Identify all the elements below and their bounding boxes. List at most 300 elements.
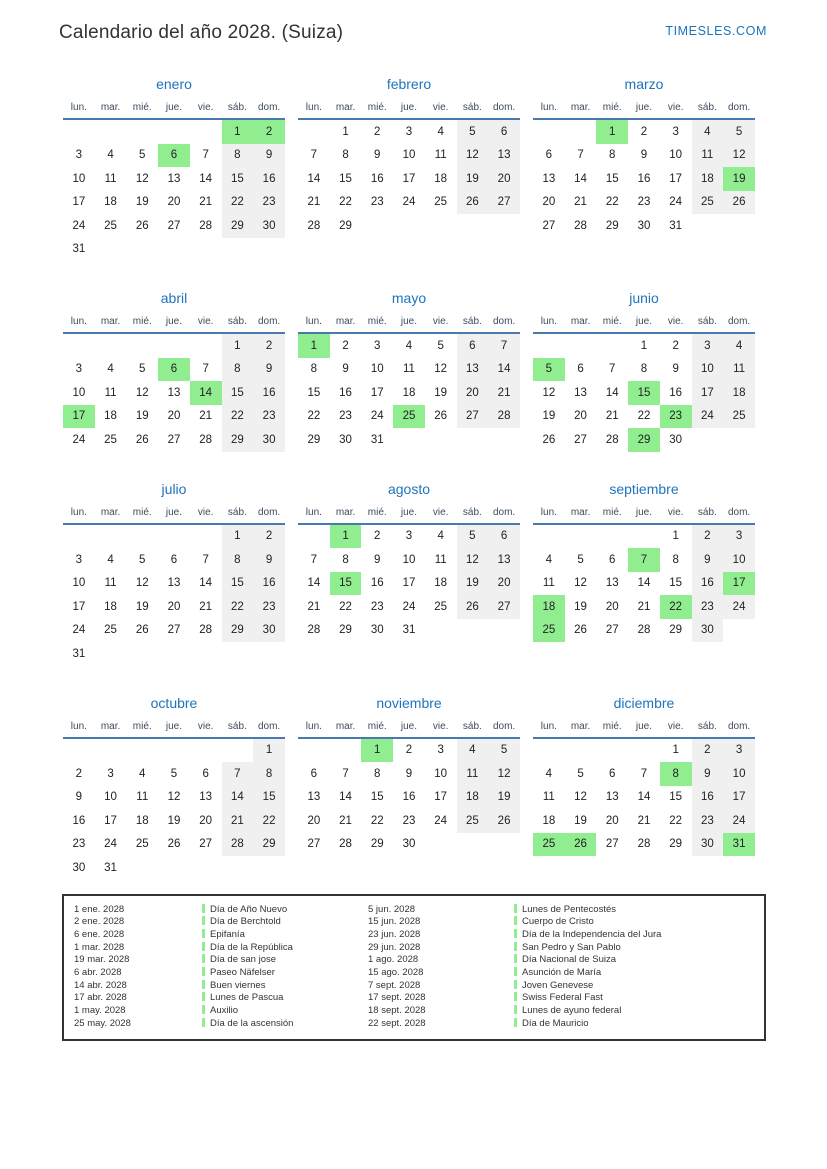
weekday-header: mié. [126,719,158,739]
month-title: febrero [386,76,432,92]
weekday-header: jue. [628,314,660,334]
day-cell: 30 [402,838,416,851]
day-cell: 10 [104,791,117,804]
weekday-header: mié. [596,505,628,525]
day-cell: 12 [542,386,556,399]
day-cell: 12 [135,172,149,185]
day-cell: 11 [104,577,117,590]
day-cell: 22 [339,600,352,613]
day-cell: 15 [605,172,619,185]
month-block-junio [533,290,755,452]
day-cell: 20 [307,814,321,827]
day-cell: 17 [723,786,755,810]
weekday-header: dom. [723,100,755,120]
day-cell: 13 [542,172,556,185]
day-cell: 16 [692,572,724,596]
weekday-header: mar. [330,100,362,120]
month-title: julio [161,480,187,497]
weekday-header: dom. [253,100,285,120]
weekday-header: mié. [361,100,393,120]
day-cell: 28 [307,219,321,232]
weekday-header: mié. [126,505,158,525]
weekday-header: sáb. [692,100,724,120]
legend-holiday-name: Lunes de Pentecostés [514,904,756,917]
day-cell: 7 [202,363,209,376]
holiday-day-cell: 15 [628,381,660,405]
month-block-marzo [533,76,755,238]
day-cell: 27 [488,595,520,619]
empty-day-cell [222,739,254,763]
day-cell: 22 [222,191,254,215]
weekday-header: sáb. [692,314,724,334]
day-cell: 14 [222,786,254,810]
empty-day-cell [628,739,660,763]
day-cell: 21 [637,600,651,613]
day-cell: 29 [370,838,384,851]
day-cell: 7 [310,553,318,566]
day-cell: 4 [405,339,413,352]
day-cell: 18 [692,167,724,191]
day-cell: 20 [167,196,181,209]
day-cell: 28 [307,624,321,637]
empty-day-cell [126,334,158,358]
day-cell: 29 [605,219,619,232]
holiday-legend-box [62,894,766,1041]
day-cell: 3 [672,125,679,138]
day-cell: 17 [402,577,416,590]
holiday-day-cell: 22 [660,595,692,619]
day-cell: 8 [640,363,648,376]
day-cell: 24 [72,624,86,637]
day-cell: 3 [75,149,83,162]
month-calendar [298,314,520,452]
day-cell: 3 [107,767,114,780]
weekday-header: jue. [158,719,190,739]
legend-holiday-name: Epifanía [202,929,368,942]
day-cell: 1 [222,525,254,549]
month-calendar [63,100,285,261]
weekday-header: lun. [533,719,565,739]
day-cell: 1 [640,339,648,352]
weekday-header: jue. [628,505,660,525]
day-cell: 3 [437,744,444,757]
day-cell: 2 [640,125,648,138]
holiday-day-cell: 14 [190,381,222,405]
holiday-marker-icon [514,1018,517,1027]
empty-day-cell [190,525,222,549]
day-cell: 15 [222,167,254,191]
day-cell: 21 [199,600,213,613]
weekday-header: mié. [126,100,158,120]
day-cell: 11 [104,172,117,185]
weekday-header: vie. [425,505,457,525]
day-cell: 17 [669,172,683,185]
day-cell: 5 [139,553,146,566]
day-cell: 1 [342,125,349,138]
day-cell: 18 [104,410,117,423]
day-cell: 1 [672,530,679,543]
weekday-header: vie. [425,719,457,739]
weekday-header: mar. [330,314,362,334]
day-cell: 9 [374,553,381,566]
weekday-header: lun. [298,505,330,525]
day-cell: 11 [723,358,755,382]
day-cell: 28 [339,838,352,851]
day-cell: 24 [723,595,755,619]
day-cell: 17 [72,600,86,613]
day-cell: 13 [605,577,619,590]
day-cell: 27 [199,838,213,851]
day-cell: 4 [723,334,755,358]
holiday-day-cell: 8 [660,762,692,786]
month-title: enero [156,76,192,92]
holiday-day-cell: 25 [533,833,565,857]
day-cell: 18 [135,814,149,827]
day-cell: 3 [75,363,83,376]
day-cell: 18 [457,786,489,810]
month-calendar [298,505,520,643]
legend-holiday-name: Paseo Näfelser [202,967,368,980]
page-title: Calendario del año 2028. (Suiza) [59,22,344,43]
day-cell: 31 [669,219,683,232]
day-cell: 19 [167,814,181,827]
day-cell: 4 [545,553,553,566]
month-block-abril [63,290,285,452]
empty-day-cell [95,739,127,763]
holiday-day-cell: 5 [533,358,565,382]
empty-day-cell [158,334,190,358]
month-calendar [298,100,520,238]
day-cell: 28 [488,405,520,429]
day-cell: 4 [692,120,724,144]
day-cell: 28 [199,433,213,446]
day-cell: 29 [669,624,683,637]
day-cell: 12 [457,144,489,168]
day-cell: 29 [339,219,352,232]
day-cell: 1 [222,334,254,358]
day-cell: 8 [672,553,679,566]
day-cell: 26 [135,433,149,446]
day-cell: 6 [202,767,209,780]
month-block-septiembre [533,481,755,643]
day-cell: 21 [199,410,213,423]
legend-holiday-name: Auxilio [202,1005,368,1018]
day-cell: 17 [72,196,86,209]
day-cell: 11 [692,144,724,168]
weekday-header: sáb. [457,314,489,334]
day-cell: 8 [609,149,616,162]
empty-day-cell [298,739,330,763]
day-cell: 17 [370,386,384,399]
day-cell: 15 [669,577,683,590]
day-cell: 8 [222,144,254,168]
day-cell: 24 [72,219,86,232]
day-cell: 29 [222,619,254,643]
day-cell: 7 [488,334,520,358]
legend-holiday-date: 19 mar. 2028 [74,954,130,966]
day-cell: 4 [107,149,114,162]
empty-day-cell [298,525,330,549]
legend-holiday-name: Día Nacional de Suiza [514,954,756,967]
day-cell: 12 [135,386,149,399]
day-cell: 2 [672,339,679,352]
day-cell: 31 [72,243,86,256]
day-cell: 16 [370,172,384,185]
day-cell: 9 [640,149,648,162]
day-cell: 22 [339,196,352,209]
day-cell: 30 [253,619,285,643]
legend-holiday-name: Buen viernes [202,980,368,993]
day-cell: 6 [545,149,553,162]
day-cell: 27 [457,405,489,429]
weekday-header: jue. [628,719,660,739]
day-cell: 22 [222,405,254,429]
day-cell: 13 [167,577,181,590]
legend-holiday-date: 1 mar. 2028 [74,941,125,953]
day-cell: 10 [434,767,448,780]
day-cell: 27 [167,433,181,446]
day-cell: 26 [723,191,755,215]
empty-day-cell [126,120,158,144]
legend-holiday-date: 18 sept. 2028 [368,1005,426,1017]
day-cell: 21 [339,814,352,827]
empty-day-cell [596,739,628,763]
month-calendar [63,314,285,452]
day-cell: 9 [253,358,285,382]
day-cell: 20 [605,814,619,827]
day-cell: 16 [370,577,384,590]
day-cell: 22 [669,814,683,827]
day-cell: 25 [104,433,117,446]
legend-holiday-name: Día de la República [202,942,368,955]
day-cell: 8 [342,149,349,162]
holiday-day-cell: 25 [533,619,565,643]
weekday-header: vie. [660,505,692,525]
weekday-header: sáb. [457,100,489,120]
weekday-header: vie. [660,314,692,334]
holiday-marker-icon [514,904,517,913]
day-cell: 22 [370,814,384,827]
empty-day-cell [565,120,597,144]
empty-day-cell [158,525,190,549]
empty-day-cell [190,334,222,358]
holiday-marker-icon [514,992,517,1001]
day-cell: 5 [488,739,520,763]
holiday-day-cell: 23 [660,405,692,429]
weekday-header: mar. [330,505,362,525]
weekday-header: jue. [158,100,190,120]
weekday-header: vie. [660,100,692,120]
day-cell: 9 [692,762,724,786]
day-cell: 16 [339,386,352,399]
site-link[interactable]: TIMESLES.COM [665,24,767,38]
weekday-header: vie. [190,505,222,525]
holiday-day-cell: 31 [723,833,755,857]
legend-holiday-date: 1 ago. 2028 [368,954,419,966]
day-cell: 29 [253,833,285,857]
day-cell: 20 [488,167,520,191]
empty-day-cell [190,120,222,144]
holiday-marker-icon [514,954,517,963]
day-cell: 23 [339,410,352,423]
day-cell: 11 [434,553,447,566]
day-cell: 15 [370,791,384,804]
day-cell: 25 [457,809,489,833]
weekday-header: dom. [723,314,755,334]
month-title: abril [160,290,188,306]
day-cell: 13 [457,358,489,382]
empty-day-cell [63,334,95,358]
weekday-header: mié. [126,314,158,334]
day-cell: 24 [402,600,416,613]
day-cell: 23 [370,600,384,613]
weekday-header: sáb. [222,100,254,120]
day-cell: 14 [307,577,321,590]
holiday-day-cell: 1 [361,739,393,763]
weekday-header: vie. [425,314,457,334]
day-cell: 8 [374,767,381,780]
day-cell: 17 [692,381,724,405]
day-cell: 27 [605,838,619,851]
day-cell: 29 [222,214,254,238]
empty-day-cell [533,525,565,549]
legend-holiday-date: 5 jun. 2028 [368,903,416,915]
weekday-header: jue. [393,505,425,525]
day-cell: 21 [605,410,619,423]
day-cell: 4 [107,363,114,376]
day-cell: 18 [434,577,448,590]
day-cell: 24 [370,410,384,423]
day-cell: 10 [692,358,724,382]
day-cell: 2 [405,744,413,757]
empty-day-cell [298,120,330,144]
day-cell: 21 [637,814,651,827]
day-cell: 9 [253,144,285,168]
day-cell: 18 [104,600,117,613]
day-cell: 28 [574,219,587,232]
day-cell: 14 [339,791,352,804]
day-cell: 24 [692,405,724,429]
day-cell: 14 [307,172,321,185]
day-cell: 14 [199,577,213,590]
day-cell: 27 [542,219,556,232]
holiday-day-cell: 19 [723,167,755,191]
day-cell: 9 [342,363,349,376]
weekday-header: mar. [565,505,597,525]
day-cell: 17 [402,172,416,185]
weekday-header: jue. [158,505,190,525]
legend-holiday-name: Día de san jose [202,954,368,967]
month-calendar [533,719,755,857]
legend-holiday-date: 2 ene. 2028 [74,916,125,928]
month-calendar [63,719,285,880]
empty-day-cell [533,739,565,763]
day-cell: 20 [605,600,619,613]
weekday-header: mar. [565,719,597,739]
day-cell: 22 [253,809,285,833]
day-cell: 11 [434,149,447,162]
day-cell: 29 [222,428,254,452]
month-title: octubre [150,694,198,711]
holiday-day-cell: 26 [565,833,597,857]
legend-holiday-name: Lunes de ayuno federal [514,1005,756,1018]
day-cell: 4 [457,739,489,763]
day-cell: 20 [199,814,213,827]
day-cell: 23 [72,838,86,851]
day-cell: 16 [253,167,285,191]
day-cell: 23 [370,196,384,209]
day-cell: 26 [135,624,149,637]
day-cell: 13 [199,791,213,804]
day-cell: 12 [723,144,755,168]
day-cell: 7 [342,767,349,780]
day-cell: 7 [609,363,616,376]
day-cell: 30 [692,619,724,643]
day-cell: 31 [104,861,117,874]
day-cell: 13 [167,172,181,185]
day-cell: 5 [437,339,444,352]
weekday-header: lun. [533,100,565,120]
weekday-header: dom. [488,100,520,120]
holiday-day-cell: 15 [330,572,362,596]
day-cell: 5 [139,363,146,376]
day-cell: 7 [202,553,209,566]
day-cell: 18 [542,814,556,827]
day-cell: 22 [222,595,254,619]
day-cell: 16 [692,786,724,810]
day-cell: 22 [605,196,619,209]
day-cell: 2 [374,530,381,543]
legend-holiday-date: 29 jun. 2028 [368,941,421,953]
weekday-header: mié. [361,719,393,739]
empty-day-cell [158,739,190,763]
weekday-header: dom. [723,505,755,525]
holiday-marker-icon [202,980,205,989]
empty-day-cell [533,120,565,144]
day-cell: 30 [339,433,352,446]
day-cell: 9 [405,767,413,780]
day-cell: 27 [605,624,619,637]
empty-day-cell [330,739,362,763]
weekday-header: lun. [298,314,330,334]
day-cell: 27 [574,433,587,446]
weekday-header: lun. [298,100,330,120]
weekday-header: sáb. [222,719,254,739]
day-cell: 6 [170,553,178,566]
day-cell: 29 [339,624,352,637]
day-cell: 21 [307,196,321,209]
holiday-marker-icon [514,916,517,925]
weekday-header: vie. [660,719,692,739]
day-cell: 21 [199,196,213,209]
day-cell: 5 [457,120,489,144]
month-calendar [63,505,285,666]
empty-day-cell [95,334,127,358]
day-cell: 6 [609,767,616,780]
day-cell: 20 [457,381,489,405]
holiday-marker-icon [202,916,205,925]
holiday-day-cell: 1 [330,525,362,549]
day-cell: 8 [222,548,254,572]
legend-holiday-name: Día de la ascensión [202,1018,368,1031]
day-cell: 21 [222,809,254,833]
weekday-header: dom. [723,719,755,739]
day-cell: 28 [199,219,213,232]
day-cell: 15 [307,386,321,399]
day-cell: 10 [669,149,683,162]
day-cell: 13 [307,791,321,804]
day-cell: 23 [637,196,651,209]
